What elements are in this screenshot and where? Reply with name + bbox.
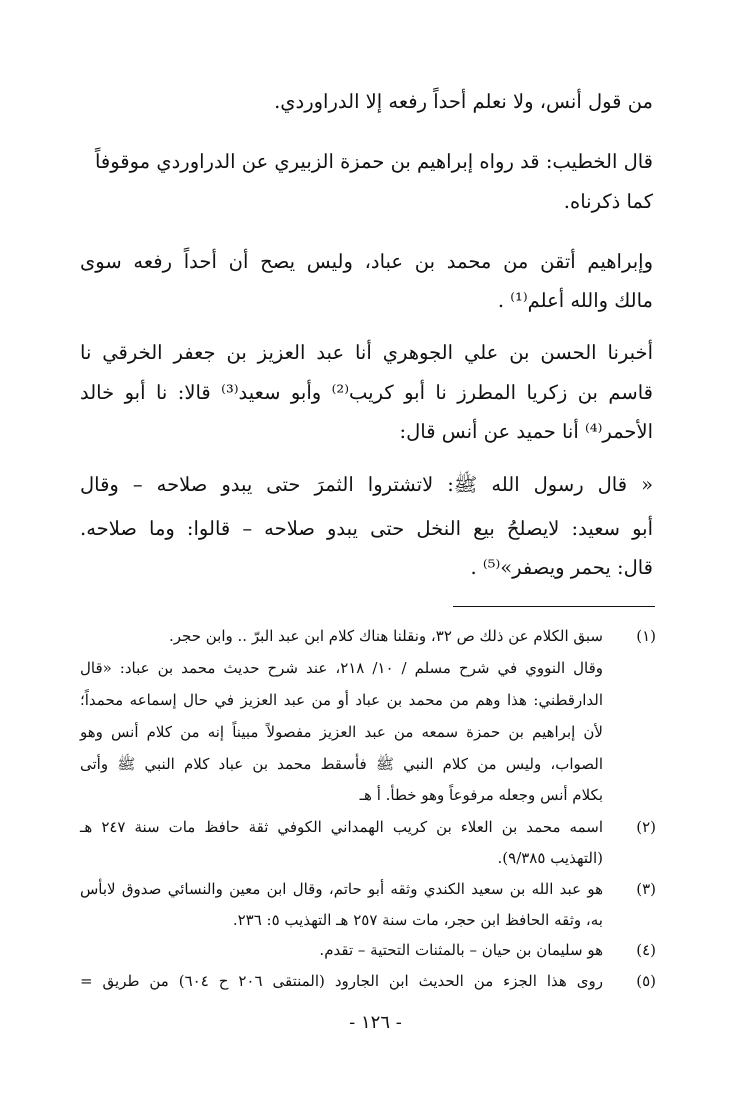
footnote-1-line-3: الدارقطني: هذا وهم من محمد بن عباد أو من عبد العزيز في حال إسماعه محمداً؛ (80, 691, 603, 709)
footnote-2-line-1: اسمه محمد بن العلاء بن كريب الهمداني الكوفي ثقة حافظ مات سنة ٢٤٧ هـ (80, 818, 604, 836)
footnote-5-line-1: روى هذا الجزء من الحديث ابن الجارود (المنتقى ٢٠٦ ح ٦٠٤) من طريق = (80, 972, 603, 990)
footnote-3-line-1: هو عبد الله بن سعيد الكندي وثقه أبو حاتم، وقال ابن معين والنسائي صدوق لابأس (80, 880, 603, 898)
body-line-7: قاسم بن زكريا المطرز نا أبو كريب⁽²⁾ وأبو سعيد⁽³⁾ قالا: نا أبو خالد (80, 381, 653, 404)
footnote-1-line-6: بكلام أنس وجعله مرفوعاً وهو خطأ. أ هـ (359, 786, 603, 804)
body-line-1: من قول أنس، ولا نعلم أحداً رفعه إلا الدراوردي. (274, 90, 653, 113)
footnote-1-line-1: سبق الكلام عن ذلك ص ٣٢، ونقلنا هناك كلام ابن عبد البرّ .. وابن حجر. (169, 627, 603, 645)
body-line-2: قال الخطيب: قد رواه إبراهيم بن حمزة الزبيري عن الدراوردي موقوفاً (94, 150, 653, 173)
page-number: - ١٢٦ - (349, 1012, 402, 1033)
footnote-4-number: (٤) (636, 941, 656, 959)
footnote-3-number: (٣) (636, 880, 656, 898)
body-line-8: الأحمر⁽⁴⁾ أنا حميد عن أنس قال: (399, 420, 653, 443)
footnote-1-line-5: الصواب، وليس من كلام النبي ﷺ فأسقط محمد بن عباد كلام النبي ﷺ وأتى (80, 755, 603, 773)
footnote-1-line-4: لأن إبراهيم بن حمزة سمعه من عبد العزيز مفصولاً مبيناً إنه من كلام أنس وهو (80, 723, 603, 741)
body-line-10: أبو سعيد: لايصلحُ بيع النخل حتى يبدو صلاحه – قالوا: وما صلاحه. (80, 517, 653, 540)
footnote-separator (453, 606, 655, 607)
footnote-1-number: (١) (636, 627, 656, 645)
body-line-11: قال: يحمر ويصفر»⁽⁵⁾ . (470, 556, 653, 579)
footnote-3-line-2: به، وثقه الحافظ ابن حجر، مات سنة ٢٥٧ هـ التهذيب ٥: ٢٣٦. (232, 911, 603, 929)
body-line-5: مالك والله أعلم⁽¹⁾ . (497, 289, 653, 312)
footnote-5-number: (٥) (636, 972, 656, 990)
body-line-6: أخبرنا الحسن بن علي الجوهري أنا عبد العزيز بن جعفر الخرقي نا (80, 341, 653, 364)
body-line-3: كما ذكرناه. (563, 190, 653, 213)
footnote-2-line-2: (التهذيب ٩/٣٨٥). (497, 849, 603, 867)
footnote-2-number: (٢) (636, 818, 656, 836)
body-line-4: وإبراهيم أتقن من محمد بن عباد، وليس يصح أن أحداً رفعه سوى (80, 250, 653, 273)
footnote-1-line-2: وقال النووي في شرح مسلم / ١٠/ ٢١٨، عند شرح حديث محمد بن عباد: «قال (80, 659, 604, 677)
footnote-4-line-1: هو سليمان بن حيان – بالمثنات التحتية – تقدم. (319, 941, 603, 959)
body-line-9: « قال رسول الله ﷺ: لاتشتروا الثمرَ حتى يبدو صلاحه – وقال (80, 473, 653, 496)
